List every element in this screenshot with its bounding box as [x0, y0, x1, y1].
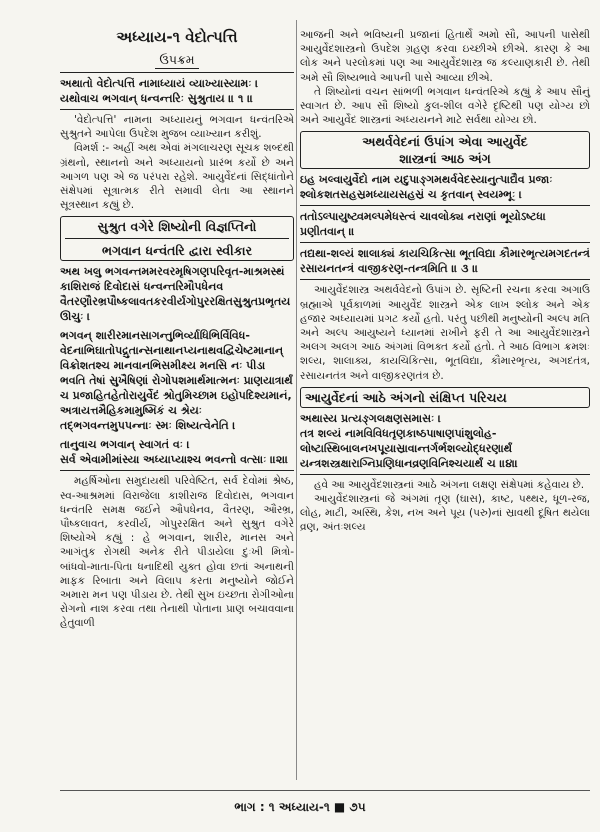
left-column [60, 28, 294, 631]
vimarsh-paragraph: વિમર્શ :- અહીં અથ એવાં મંગલાચરણ સૂચક શબ્દથી ગ્રંથનો, સ્થાનનો અને અધ્યાયનો પ્રારંભ કર્યો છે અને આગળ પણ એ જ પરંપરા રહેશે. આયુર્વેદનાં સિદ્ધાંતોને સંક્ષેપમાં સૂત્રાત્મક રીતે સમાવી લેતા આ સ્થાનને સૂત્રસ્થાન કહ્યું છે. [60, 142, 294, 212]
right-paragraph-5: આયુર્વેદશાસ્ત્રનાં જે અંગમાં તૃણ (ઘાસ), કાષ્ટ, પથ્થર, ધૂળ-રજ, લોહ, માટી, અસ્થિ, કેશ, નખ અને પૂય (પરુ)નાં સ્રાવથી દૂષિત થયેલા વ્રણ, અંતઃશલ્ય [300, 493, 590, 534]
right-paragraph-3: આયુર્વેદશાસ્ત્ર અથર્વવેદનો ઉપાંગ છે. સૃષ્ટિની રચના કરવા અગાઉ બ્રહ્માએ પૂર્વકાળમાં આયુર્વેદ શાસ્ત્રને એક લાખ શ્લોક અને એક હજાર અધ્યાયમાં પ્રગટ કર્યો હતો. પરંતુ પછીથી મનુષ્યોની અલ્પ મતિ અને અલ્પ આયુષ્યને ધ્યાનમાં રાખીને ફરી તે આ આયુર્વેદશાસ્ત્રને અલગ અલગ આઠ અંગમાં વિભક્ત કર્યો હતો. તે આઠ વિભાગ ક્રમશઃ શલ્ય, શાલાક્ય, કાયચિકિત્સા, ભૂતવિદ્યા, કૌમારભૃત્ય, અગદતંત્ર, રસાયનતંત્ર અને વાજીકરણતંત્ર છે. [300, 284, 590, 382]
verse-9: તત્ર શલ્યં નામવિવિધતૃણકાષ્ઠપાષાણપાંશુલોહ-લોષ્ટાસ્થિબાલનખપૂયાસ્રાવાન્તર્ગર્ભશલ્યોદ્ધરણાર્થં યન્ત્રશસ્ત્રક્ષારાગ્નિપ્રણિધાનવ્રણવિનિશ્ચયાર્થં ચ ॥૪॥ [300, 426, 518, 470]
section-heading-line-2: ભગવાન ધન્વંતરિ દ્વારા સ્વીકાર [101, 243, 253, 259]
divider-rule [300, 474, 590, 475]
page-footer: ભાગ : ૧ અધ્યાય-૧ ■ ૭૫ [234, 800, 366, 814]
divider-rule [300, 279, 590, 280]
verse-8: અથાસ્ય પ્રત્યઙ્ગલક્ષણસમાસઃ । [300, 411, 441, 425]
divider-rule [65, 238, 289, 239]
chapter-title: અધ્યાય-૧ વેદોત્પત્તિ [116, 28, 238, 46]
section-title-upakram-text: ઉપક્રમ [155, 52, 198, 69]
verse-4a: તાનુવાચ ભગવાન્ સ્વાગતં વઃ । [60, 438, 190, 452]
footer-rule [60, 790, 590, 791]
right-paragraph-4: હવે આ આયુર્વેદશાસ્ત્રનાં આઠે અંગના લક્ષણ સંક્ષેપમાં કહેવાય છે. [314, 478, 585, 491]
section-heading-line-1: સુશ્રુત વગેરે શિષ્યોની વિજ્ઞપ્તિનો [97, 219, 257, 235]
verse-5: ઇહ ખલ્વાયુર્વેદો નામ યદુપાઙ્ગમથર્વવેદસ્યાનુત્પાદ્યૈવ પ્રજાઃ શ્લોકશતસહસ્રમધ્યાયસહસ્રં ચ કૃતવાન્ સ્વયમ્ભૂઃ । [300, 173, 553, 202]
verse-4b: સર્વ એવામીમાંસ્યા અધ્યાપ્યાશ્ચ ભવન્તો વત્સાઃ ॥૨॥ [60, 453, 289, 467]
verse-6: તતોઽલ્પાયુષ્ટ્વમલ્પમેધસ્ત્વં ચાવલોક્ય નરાણાં ભૂયોઽષ્ટધા પ્રણીતવાન્ ॥ [300, 210, 546, 239]
divider-rule [300, 242, 590, 243]
section-heading-line-2: શાસ્ત્રનાં આઠ અંગ [399, 151, 491, 167]
section-heading-line-1: અથર્વવેદનાં ઉપાંગ એવા આયુર્વેદ [362, 134, 528, 150]
intro-paragraph: 'વેદોત્પત્તિ' નામના અધ્યાયનું ભગવાન ધન્વંતરિએ સુશ્રુતને આપેલા ઉપદેશ મુજબ વ્યાખ્યાન કરીશું. [60, 114, 294, 141]
divider-rule [300, 205, 590, 206]
right-paragraph-2: તે શિષ્યોનાં વચન સાંભળી ભગવાન ધન્વંતરિએ કહ્યું કે આપ સૌનું સ્વાગત છે. આપ સૌ શિષ્યો કુલ-શીલ વગેરે દૃષ્ટિથી પણ યોગ્ય છો અને આયુર્વેદ શાસ્ત્રનાં અધ્યયનને માટે સર્વથા યોગ્ય છો. [300, 85, 590, 127]
verse-3: ભગવન્ શારીરમાનસાગન્તુભિર્વ્યાધિભિર્વિવિધ-વેદનાભિઘાતોપદ્રુતાન્સનાથાનપ્યનાથવદ્વિચેષ્ટમાનાન્ વિક્રોશતશ્ચ માનવાનભિસમીક્ષ્ય મનસિ નઃ પીડા ભવતિ તેષાં સુખૈષિણાં રોગોપશમાર્થમાત્મનઃ પ્રાણયાત્રાર્થં ચ પ્રજાહિતહેતોરાયુર્વેદં શ્રોતુમિચ્છામ ઇહોપદિશ્યમાનં, અત્રાયત્તમૈહિકમામુષ્મિકં ચ શ્રેયઃ તદ્ભગવન્તમુપપન્નાઃ સ્મઃ શિષ્યત્વેનેતિ । [60, 329, 293, 433]
column-divider [296, 20, 297, 780]
divider-rule [60, 470, 294, 471]
divider-rule [60, 109, 294, 110]
right-paragraph-1: આજની અને ભવિષ્યની પ્રજાનાં હિતાર્થે અમો સૌ, આપની પાસેથી આયુર્વેદશાસ્ત્રનો ઉપદેશ ગ્રહણ કરવા ઇચ્છીએ છીએ. કારણ કે આ લોક અને પરલોકમાં પણ આ આયુર્વેદશાસ્ત્ર જ કલ્યાણકારી છે. તેથી અમે સૌ શિષ્યભાવે આપની પાસે આવ્યા છીએ. [300, 29, 590, 84]
verse-1-line-1: અથાતો વેદોત્પત્તિં નામાધ્યાયં વ્યાખ્યાસ્યામઃ । [60, 77, 259, 90]
section-title-upakram [60, 52, 294, 69]
section-heading-ashtanga [300, 131, 590, 169]
verse-1-line-2: યથોવાચ ભગવાન્ ધન્વન્તરિઃ સુશ્રુતાય ॥ ૧ ॥ [60, 92, 254, 105]
section-heading-vignapti [60, 216, 294, 261]
section-heading-parichay: આયુર્વેદનાં આઠે અંગનો સંક્ષિપ્ત પરિચય [300, 387, 590, 408]
verse-2: અથ ખલુ ભગવન્તમમરવરમૃષિગણપરિવૃત-માશ્રમસ્થં કાશિરાજં દિવોદાસં ધન્વન્તરિમૌપધેનવ વૈતરણૌરભ્રપૌષ્કલાવતકરવીર્યગોપુરરક્ષિતસુશ્રુતપ્રભૃતય ઊચુઃ । [60, 265, 291, 324]
divider-rule [60, 72, 294, 73]
translation-paragraph: મહર્ષિઓના સમુદાયથી પરિવેષ્ટિત, સર્વ દેવોમાં શ્રેષ્ઠ, સ્વ-આશ્રમમાં વિરાજેલા કાશીરાજ દિવોદાસ, ભગવાન ધન્વંતરિ સમક્ષ જઈને ઔપધેનવ, વૈતરણ, ઔરભ્ર, પૌષ્કલાવત, કરવીર્ય, ગોપુરરક્ષિત અને સુશ્રુત વગેરે શિષ્યોએ કહ્યું : હે ભગવાન, શારીર, માનસ અને આગંતુક રોગથી અનેક રીતે પીડાયેલા દુઃખી મિત્રો-બાંધવો-માતા-પિતા ધનાદિથી યુક્ત હોવા છતાં અનાથની માફક રિબાતા અને વિલાપ કરતા મનુષ્યોને જોઈને અમારા મન પણ પીડાય છે. તેથી સુખ ઇચ્છતા રોગીઓના રોગનો નાશ કરવા તથા તેનાથી પોતાના પ્રાણ બચાવવાના હેતુવાળી [60, 475, 294, 630]
right-column [300, 28, 590, 535]
verse-7: તદ્યથા-શલ્યં શાલાક્યં કાયચિકિત્સા ભૂતવિદ્યા કૌમારભૃત્યમગદતન્ત્રં રસાયનતન્ત્રં વાજીકરણ-તન્ત્રમિતિ ॥ ૩ ॥ [300, 247, 590, 276]
